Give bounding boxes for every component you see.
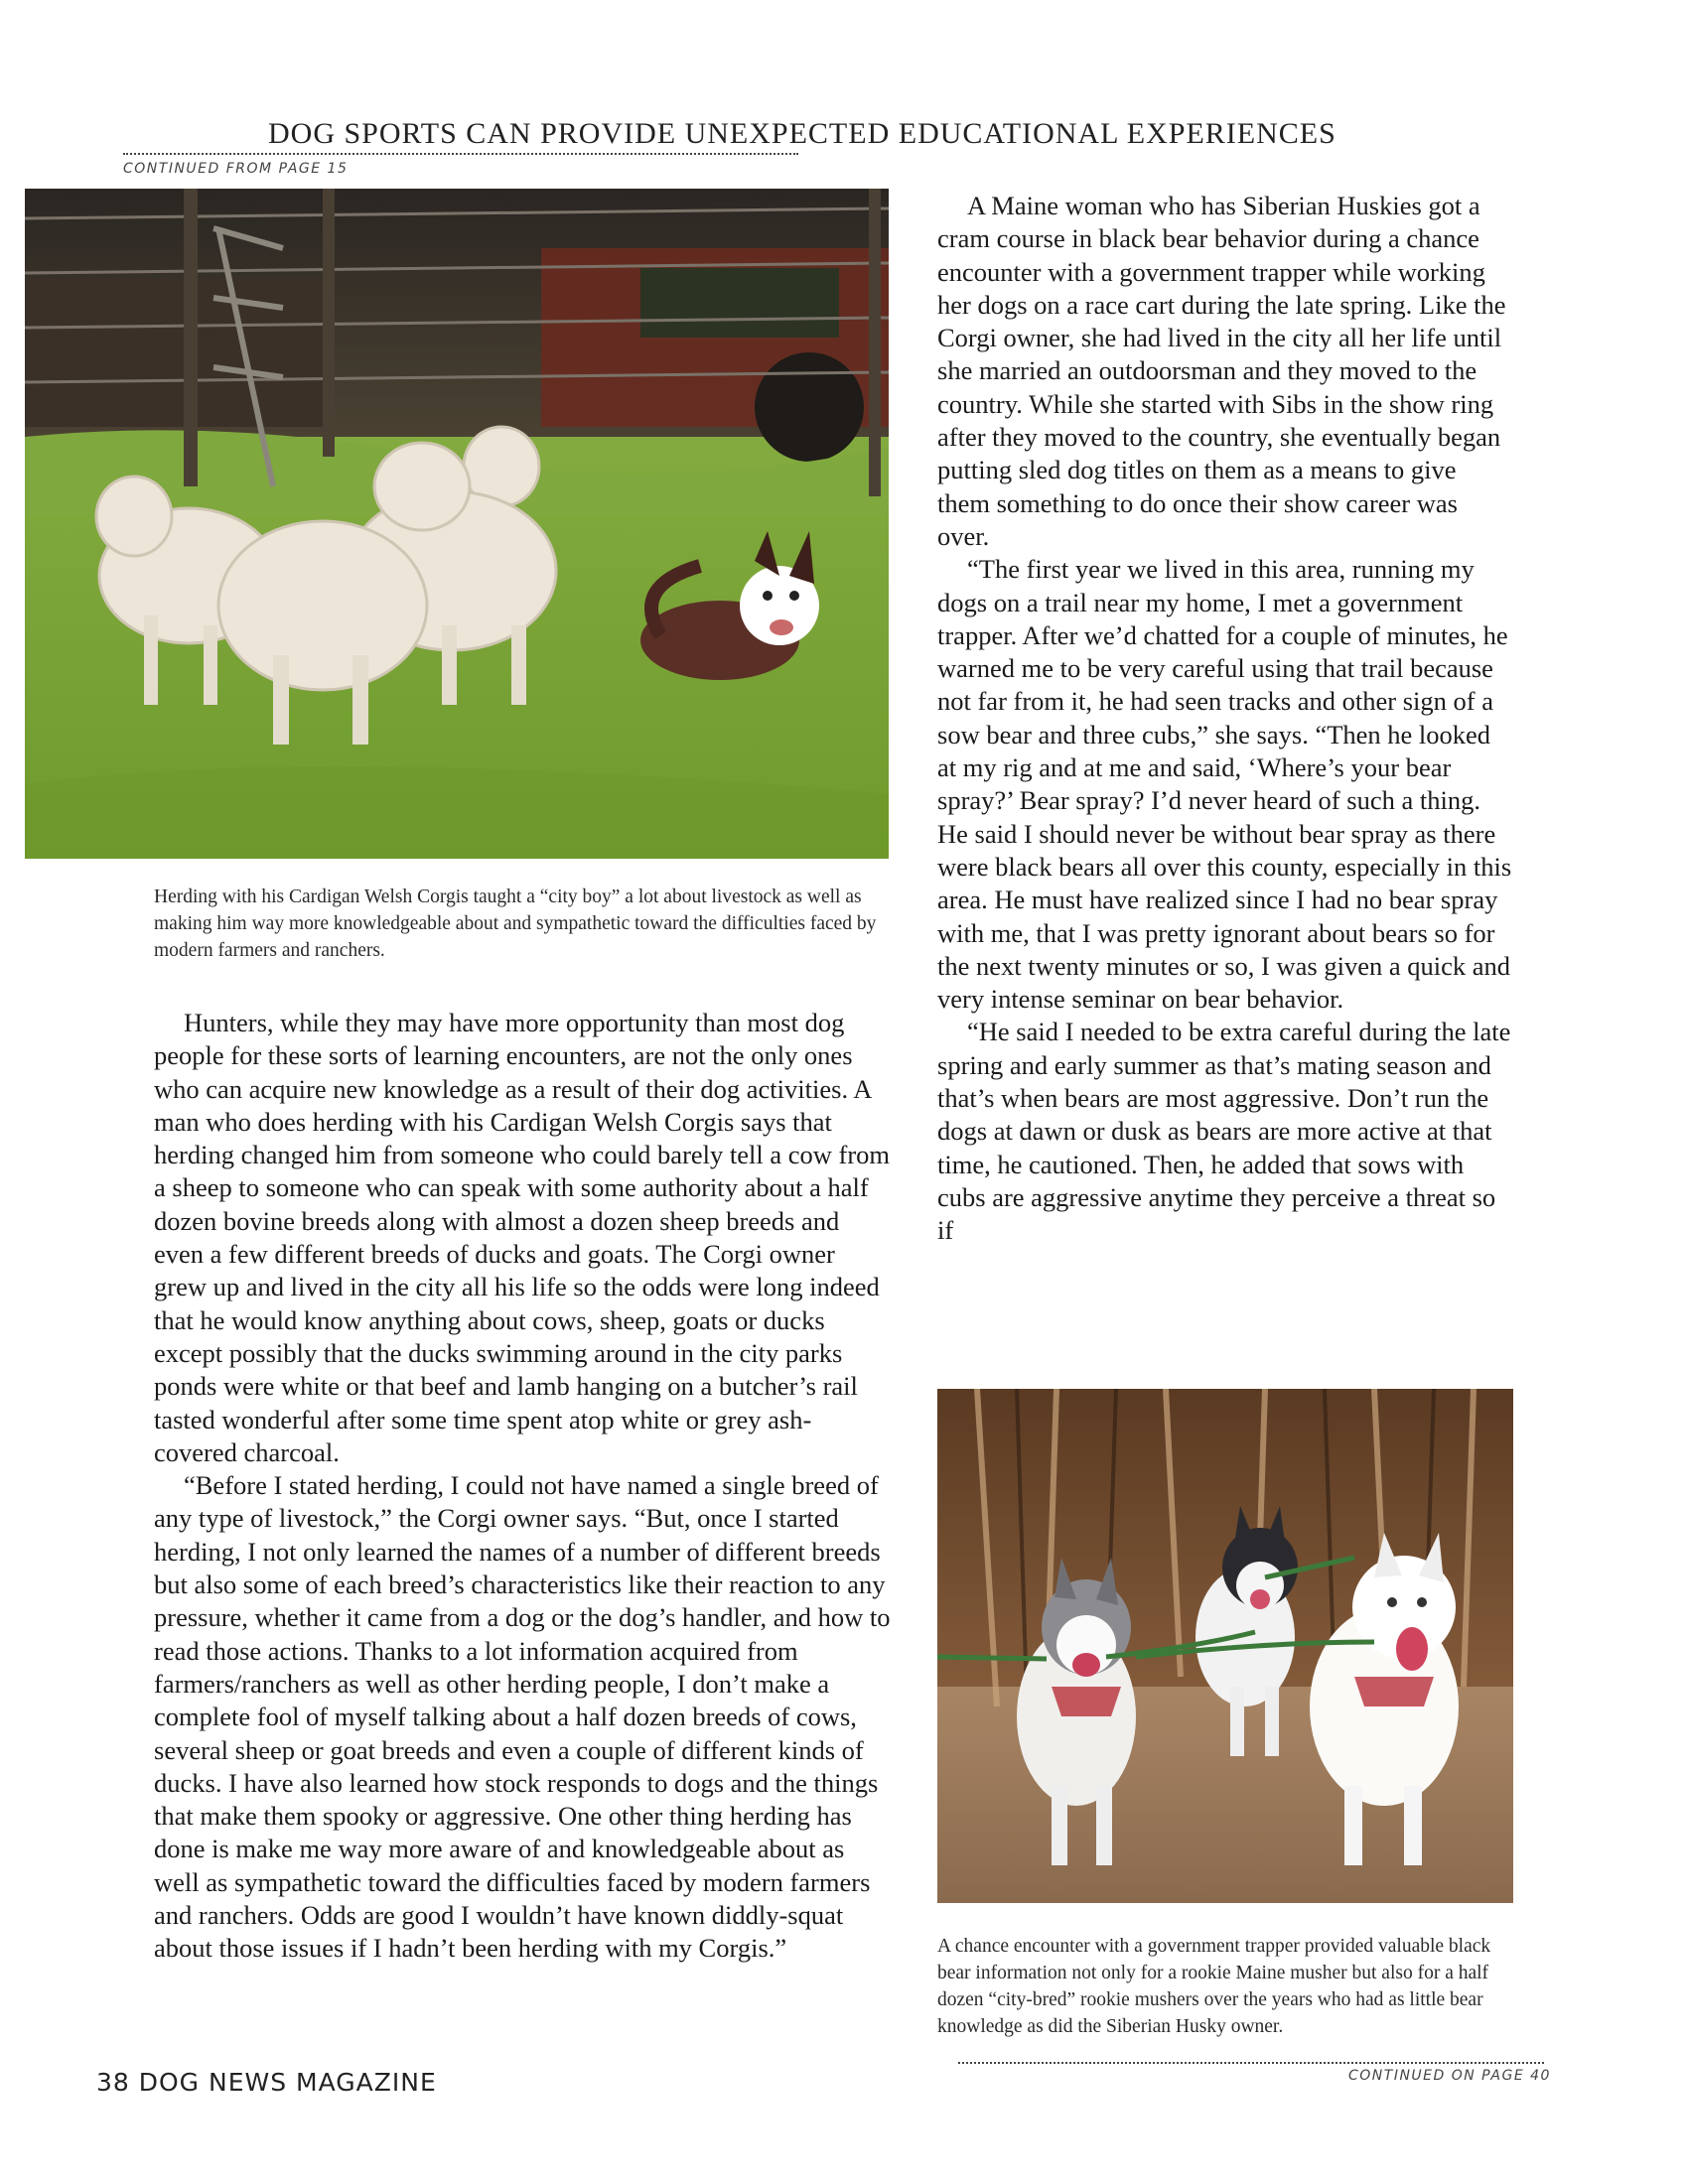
husky-team-photo [937, 1389, 1513, 1903]
husky-team-illustration [937, 1389, 1513, 1903]
sheep-photo-caption: Herding with his Cardigan Welsh Corgis taught a “city boy” a lot about livestock as well as making him way more knowledgeable about and sympathetic toward the difficulties faced by modern farmers and ranchers. [154, 887, 877, 961]
bottom-dotted-rule [958, 2062, 1544, 2064]
page-folio: 38 DOG NEWS MAGAZINE [96, 2068, 437, 2097]
husky-photo-caption: A chance encounter with a government trapper provided valuable black bear information not only for a rookie Maine musher but also for a half dozen “city-bred” rookie mushers over the years who had as little bear knowledge as did the Siberian Husky owner. [937, 1936, 1491, 2037]
body-paragraph: A Maine woman who has Siberian Huskies got a cram course in black bear behavior during a chance encounter with a government trapper while working her dogs on a race cart during the late spring. Like the Corgi owner, she had lived in the city all her life until she married an outdoorsman and they moved to the country. While she started with Sibs in the show ring after they moved to the country, she eventually began putting sled dog titles on them as a means to give them something to do once their show career was over. [937, 191, 1506, 551]
body-paragraph: “Before I stated herding, I could not have named a single breed of any type of livestock,” the Corgi owner says. “But, once I started herding, I not only learned the names of a number of different breeds but also some of each breed’s characteristics like their reaction to any pressure, whether it came from a dog or the dog’s handler, and how to read those actions. Thanks to a lot information acquired from farmers/ranchers as well as other herding people, I don’t make a complete fool of myself talking about a half dozen breeds of cows, several sheep or goat breeds and even a couple of different kinds of ducks. I have also learned how stock responds to dogs and the things that make them spooky or aggressive. One other thing herding has done is make me way more aware of and knowledgeable about as well as sympathetic toward the difficulties faced by modern farmers and ranchers. Odds are good I wouldn’t have known diddly-squat about those issues if I hadn’t been herding with my Corgis.” [154, 1470, 891, 1964]
top-dotted-rule [123, 153, 798, 155]
body-paragraph: “The first year we lived in this area, running my dogs on a trail near my home, I met a government trapper. After we’d chatted for a couple of minutes, he warned me to be very careful using that trail because not far from it, he had seen tracks and other sign of a sow bear and three cubs,” she says. “Then he looked at my rig and at me and said, ‘Where’s your bear spray?’ Bear spray? I’d never heard of such a thing. He said I should never be without bear spray as there were black bears all over this county, especially in this area. He must have realized since I had no bear spray with me, that I was pretty ignorant about bears so for the next twenty minutes or so, I was given a quick and very intense seminar on bear behavior. [937, 554, 1512, 1015]
left-body-column [154, 1007, 894, 1966]
right-body-column [937, 190, 1513, 1248]
sheep-herding-illustration [25, 189, 889, 859]
headline: DOG SPORTS CAN PROVIDE UNEXPECTED EDUCATIONAL EXPERIENCES [268, 117, 1336, 150]
continued-from-label: CONTINUED FROM PAGE 15 [123, 161, 349, 177]
body-paragraph: “He said I needed to be extra careful during the late spring and early summer as that’s mating season and that’s when bears are most aggressive. Don’t run the dogs at dawn or dusk as bears are more active at that time, he cautioned. Then, he added that sows with cubs are aggressive anytime they perceive a threat so if [937, 1017, 1511, 1246]
sheep-herding-photo [25, 189, 889, 859]
body-paragraph: Hunters, while they may have more opportunity than most dog people for these sorts of learning encounters, are not the only ones who can acquire new knowledge as a result of their dog activities. A man who does herding with his Cardigan Welsh Corgis says that herding changed him from someone who could barely tell a cow from a sheep to someone who can speak with some authority about a half dozen bovine breeds along with almost a dozen sheep breeds and even a few different breeds of ducks and goats. The Corgi owner grew up and lived in the city all his life so the odds were long indeed that he would know anything about cows, sheep, goats or ducks except possibly that the ducks swimming around in the city parks ponds were white or that beef and lamb hanging on a butcher’s rail tasted wonderful after some time spent atop white or grey ash-covered charcoal. [154, 1008, 891, 1467]
continued-on-label: CONTINUED ON PAGE 40 [1348, 2068, 1551, 2084]
